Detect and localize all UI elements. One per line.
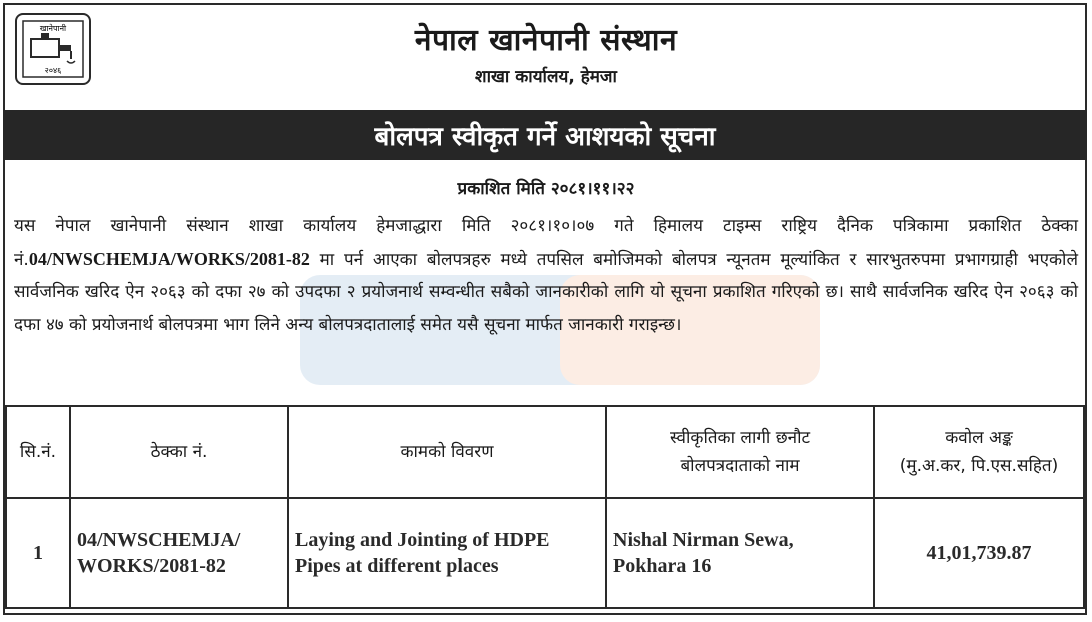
header-bidder-line2: बोलपत्रदाताको नाम (680, 456, 800, 476)
logo-year: २०४६ (44, 66, 62, 75)
cell-bidder-line2: Pokhara 16 (613, 555, 712, 577)
header-amount-line1: कवोल अङ्क (945, 428, 1013, 448)
organization-name: नेपाल खानेपानी संस्थान (414, 23, 678, 58)
cell-description (288, 498, 606, 608)
cell-bidder-line1: Nishal Nirman Sewa, (613, 529, 794, 551)
notice-body (14, 210, 1078, 341)
cell-bidder (606, 498, 874, 608)
table-row (6, 498, 1084, 608)
header-sn: सि.नं. (6, 406, 70, 498)
notice-body-part1: यस नेपाल खानेपानी संस्थान शाखा कार्यालय हेमजाद्धारा मिति २०८१।१०।०७ गते हिमालय टाइम्स राष्ट्रिय दैनिक पत्रिकामा प्रकाशित ठेक्का नं. (14, 216, 1078, 270)
table-header-row (6, 406, 1084, 498)
logo-top-text: खानेपानी (39, 24, 67, 33)
cell-contract-line1: 04/NWSCHEMJA/ (77, 529, 241, 551)
cell-desc-line1: Laying and Jointing of HDPE (295, 529, 550, 551)
notice-title-banner (3, 110, 1087, 160)
header-bidder-line1: स्वीकृतिका लागी छनौट (669, 428, 811, 448)
header-description: कामको विवरण (288, 406, 606, 498)
tender-table (5, 405, 1085, 609)
header-bidder (606, 406, 874, 498)
cell-contract-line2: WORKS/2081-82 (77, 555, 226, 577)
contract-reference: 04/NWSCHEMJA/WORKS/2081-82 (28, 248, 310, 269)
header-amount (874, 406, 1084, 498)
cell-contract-no (70, 498, 288, 608)
notice-title: बोलपत्र स्वीकृत गर्ने आशयको सूचना (374, 122, 716, 152)
published-date: प्रकाशित मिति २०८१।११।२२ (457, 179, 635, 199)
cell-amount: 41,01,739.87 (874, 498, 1084, 608)
notice-body-part2: मा पर्न आएका बोलपत्रहरु मध्ये तपसिल बमोजिमको बोलपत्र न्यूनतम मूल्यांकित र सारभुतरुपमा प्रभागग्राही भएकोले सार्वजनिक खरिद ऐन २०६३ को दफा २७ को उपदफा २ प्रयोजनार्थ सम्वन्धीत सबैको जानकारीको लागि यो सूचना प्रकाशित गरिएको छ। साथै सार्वजनिक खरिद ऐन २०६३ को दफा ४७ को प्रयोजनार्थ बोलपत्रमा भाग लिने अन्य बोलपत्रदातालाई समेत यसै सूचना मार्फत जानकारी गराइन्छ। (14, 249, 1078, 335)
header-amount-line2: (मु.अ.कर, पि.एस.सहित) (899, 456, 1059, 476)
cell-desc-line2: Pipes at different places (295, 555, 499, 577)
header-contract-no: ठेक्का नं. (70, 406, 288, 498)
cell-sn: 1 (6, 498, 70, 608)
branch-office: शाखा कार्यालय, हेमजा (475, 67, 617, 87)
